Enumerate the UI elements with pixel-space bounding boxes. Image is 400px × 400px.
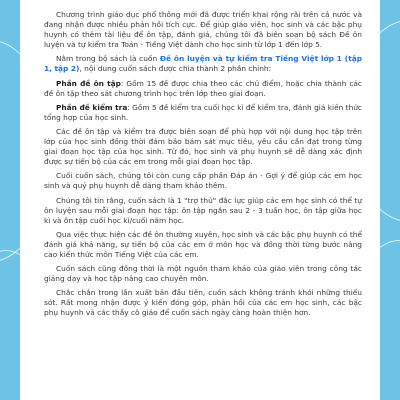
paragraph-text: , nội dung cuốn sách được chia thành 2 phần chính: [79,64,272,74]
preface-text [44,10,362,323]
paragraph [44,79,362,99]
paragraph-text: Cuốn sách cũng đồng thời là một nguồn tham khảo của giáo viên trong công tác giảng dạy và học tập nâng cao chuyên môn. [44,264,362,284]
paragraph [44,196,362,226]
paragraph [44,127,362,167]
paragraph-text: Qua việc thực hiện các đề ôn thường xuyên, học sinh và các bậc phụ huynh có thể đánh giá khả năng, sự tiến bộ của các em ở môn học và đồng thời từng bước nâng cao kiến thức môn Tiếng Việt của các em. [44,229,362,259]
book-page [20,0,380,400]
paragraph-text: Chắc chắn trong lần xuất bản đầu tiên, cuốn sách không tránh khỏi những thiếu sót. Rất mong nhận được ý kiến đóng góp, phản hồi của các em học sinh, các bậc phụ huynh và các thầy cô giáo để cuốn sách ngày càng hoàn thiện hơn. [44,288,362,318]
paragraph [44,10,362,50]
paragraph [44,103,362,123]
section-heading: Phần đề ôn tập [56,78,121,88]
paragraph [44,264,362,284]
paragraph-text: Các đề ôn tập và kiểm tra được biên soạn để phù hợp với nội dung học tập trên lớp của học sinh đồng thời đảm bảo bám sát mục tiêu, yêu cầu cần đạt trong từng giai đoạn học tập của học sinh. Từ đó, học sinh và phụ huynh sẽ dễ dàng xác định được sự tiến bộ của các em trong mỗi giai đoạn học tập. [44,126,362,167]
paragraph-text: : Gồm 15 đề được chia theo các chủ điểm, hoặc chia thành các đề ôn tập theo sát chương trình học trên lớp theo giai đoạn. [44,78,362,98]
paragraph [44,288,362,318]
paragraph-text: Chương trình giáo dục phổ thông mới đã được triển khai rộng rãi trên cả nước và đang nhận được nhiều phản hồi tích cực. Để giúp giáo viên, học sinh và các bậc phụ huynh có thêm tài liệu để ôn tập, đánh giá, chúng tôi đã biên soạn bộ sách Đề ôn luyện và tự kiểm tra Toán - Tiếng Việt dành cho học sinh từ lớp 1 đến lớp 5. [44,10,362,50]
paragraph-text: Cuối cuốn sách, chúng tôi còn cung cấp phần Đáp án - Gợi ý để giúp các em học sinh và quý phụ huynh dễ dàng tham khảo thêm. [44,171,362,191]
section-heading: Phần đề kiểm tra [56,102,128,112]
paragraph [44,230,362,260]
book-title-highlight: Đề ôn luyện và tự kiểm tra Tiếng Việt lớp 1 (tập 1, tập 2) [44,54,362,74]
paragraph [44,54,362,74]
paragraph-text: Chúng tôi tin rằng, cuốn sách là 1 "trợ thủ" đắc lực giúp các em học sinh có thể tự ôn luyện sau mỗi giai đoạn học tập: ôn tập ngắn sau 2 - 3 tuần học, ôn tập giữa học kì và ôn tập cuối học kì/cuối năm học. [44,195,362,225]
paragraph-text: : Gồm 5 đề kiểm tra cuối học kì để kiểm tra, đánh giá kiến thức tổng hợp của học sinh. [44,102,362,122]
paragraph-text: Nằm trong bộ sách là cuốn [56,54,160,64]
paragraph [44,171,362,191]
